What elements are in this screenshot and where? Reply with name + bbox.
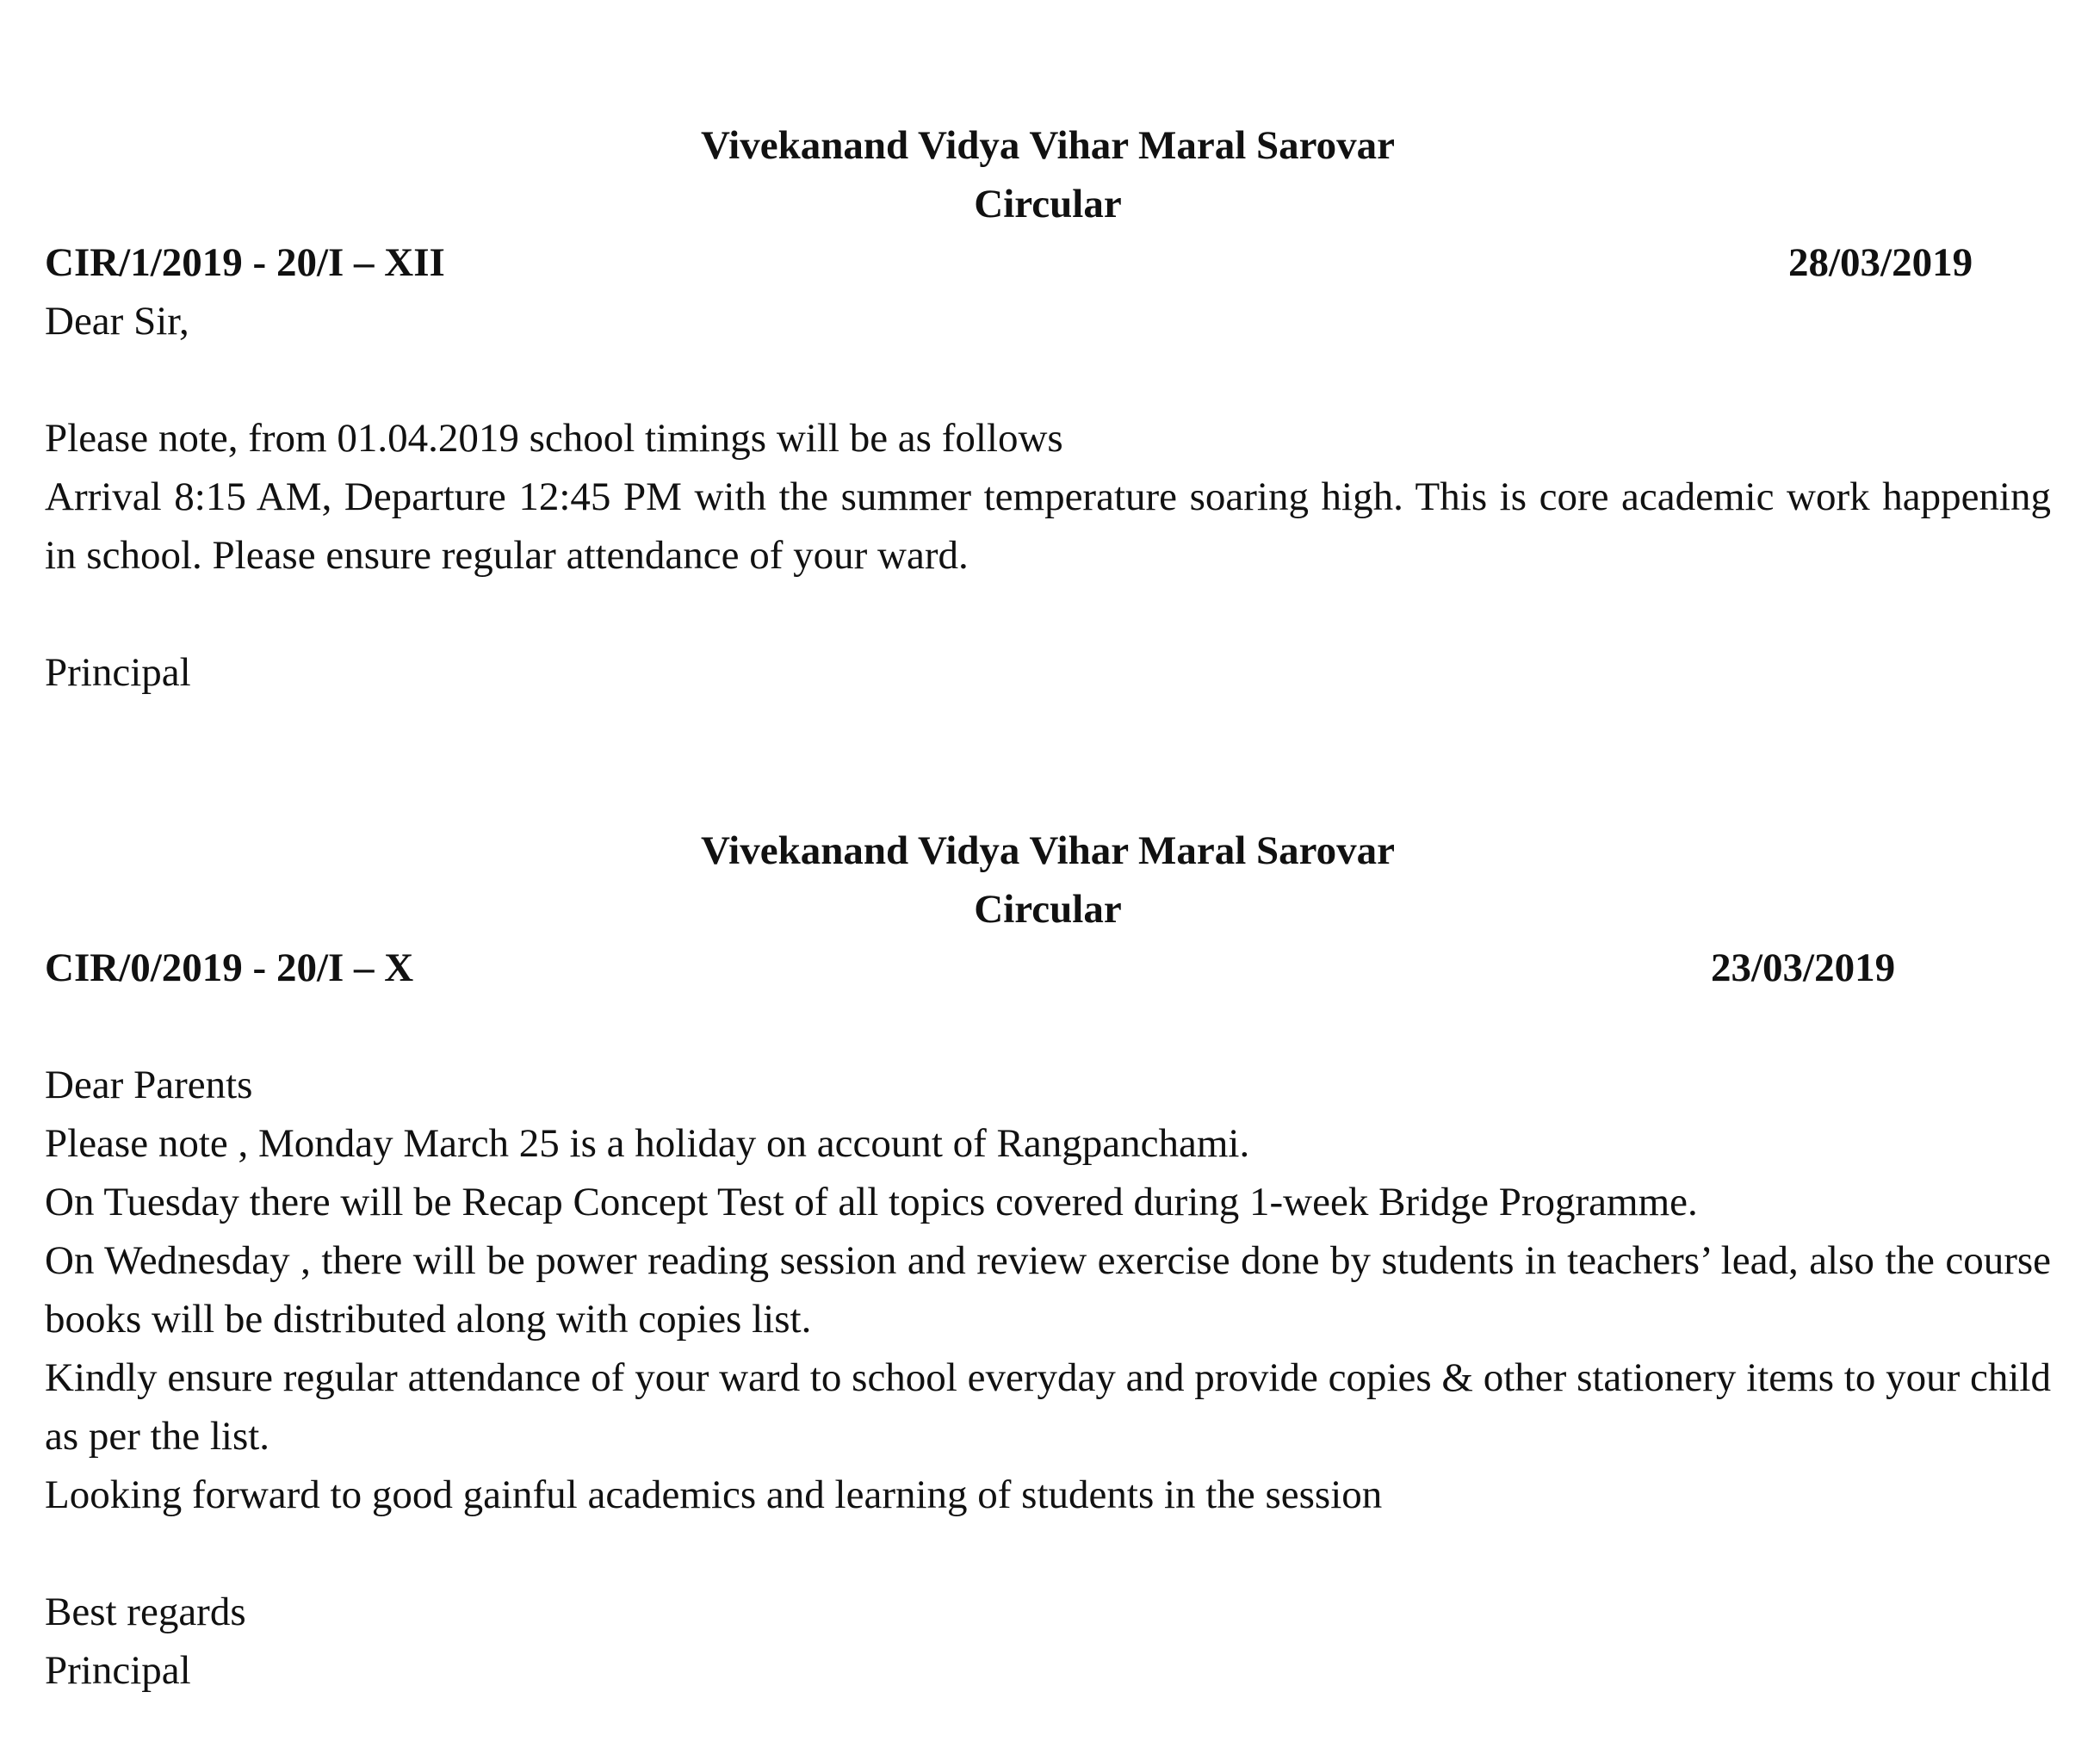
signature: Principal (45, 650, 191, 695)
school-name: Vivekanand Vidya Vihar Maral Sarovar (700, 828, 1396, 873)
signature: Principal (45, 1648, 191, 1693)
salutation: Dear Sir, (45, 299, 189, 344)
paragraph: Looking forward to good gainful academics and learning of students in the session (45, 1472, 1383, 1517)
circular-1 (45, 116, 2051, 702)
spacer (45, 997, 2051, 1056)
paragraph: Arrival 8:15 AM, Departure 12:45 PM with the summer temperature soaring high. This is core academic work happening in school. Please ensure regular attendance of your ward. (45, 474, 2051, 578)
spacer (45, 350, 2051, 409)
paragraph: On Tuesday there will be Recap Concept Test of all topics covered during 1-week Bridge Programme. (45, 1180, 1698, 1224)
spacer (45, 1524, 2051, 1583)
reference-row (45, 233, 2051, 292)
reference-row (45, 939, 2051, 997)
circular-2 (45, 821, 2051, 1700)
circular-date: 23/03/2019 (1711, 945, 1896, 990)
paragraph: Kindly ensure regular attendance of your ward to school everyday and provide copies & other stationery items to your child as per the list. (45, 1355, 2051, 1459)
salutation: Dear Parents (45, 1063, 253, 1107)
paragraph: Please note, from 01.04.2019 school timings will be as follows (45, 416, 1063, 461)
circular-date: 28/03/2019 (1788, 240, 1973, 285)
spacer (45, 585, 2051, 643)
circular-heading: Circular (974, 887, 1122, 932)
paragraph: Please note , Monday March 25 is a holiday on account of Rangpanchami. (45, 1121, 1250, 1166)
circular-reference: CIR/0/2019 - 20/I – X (45, 945, 414, 990)
paragraph: On Wednesday , there will be power reading session and review exercise done by students in teachers’ lead, also the course books will be distributed along with copies list. (45, 1238, 2051, 1342)
circular-reference: CIR/1/2019 - 20/I – XII (45, 240, 445, 285)
school-name: Vivekanand Vidya Vihar Maral Sarovar (700, 123, 1396, 168)
circular-heading: Circular (974, 182, 1122, 226)
closing: Best regards (45, 1590, 246, 1634)
